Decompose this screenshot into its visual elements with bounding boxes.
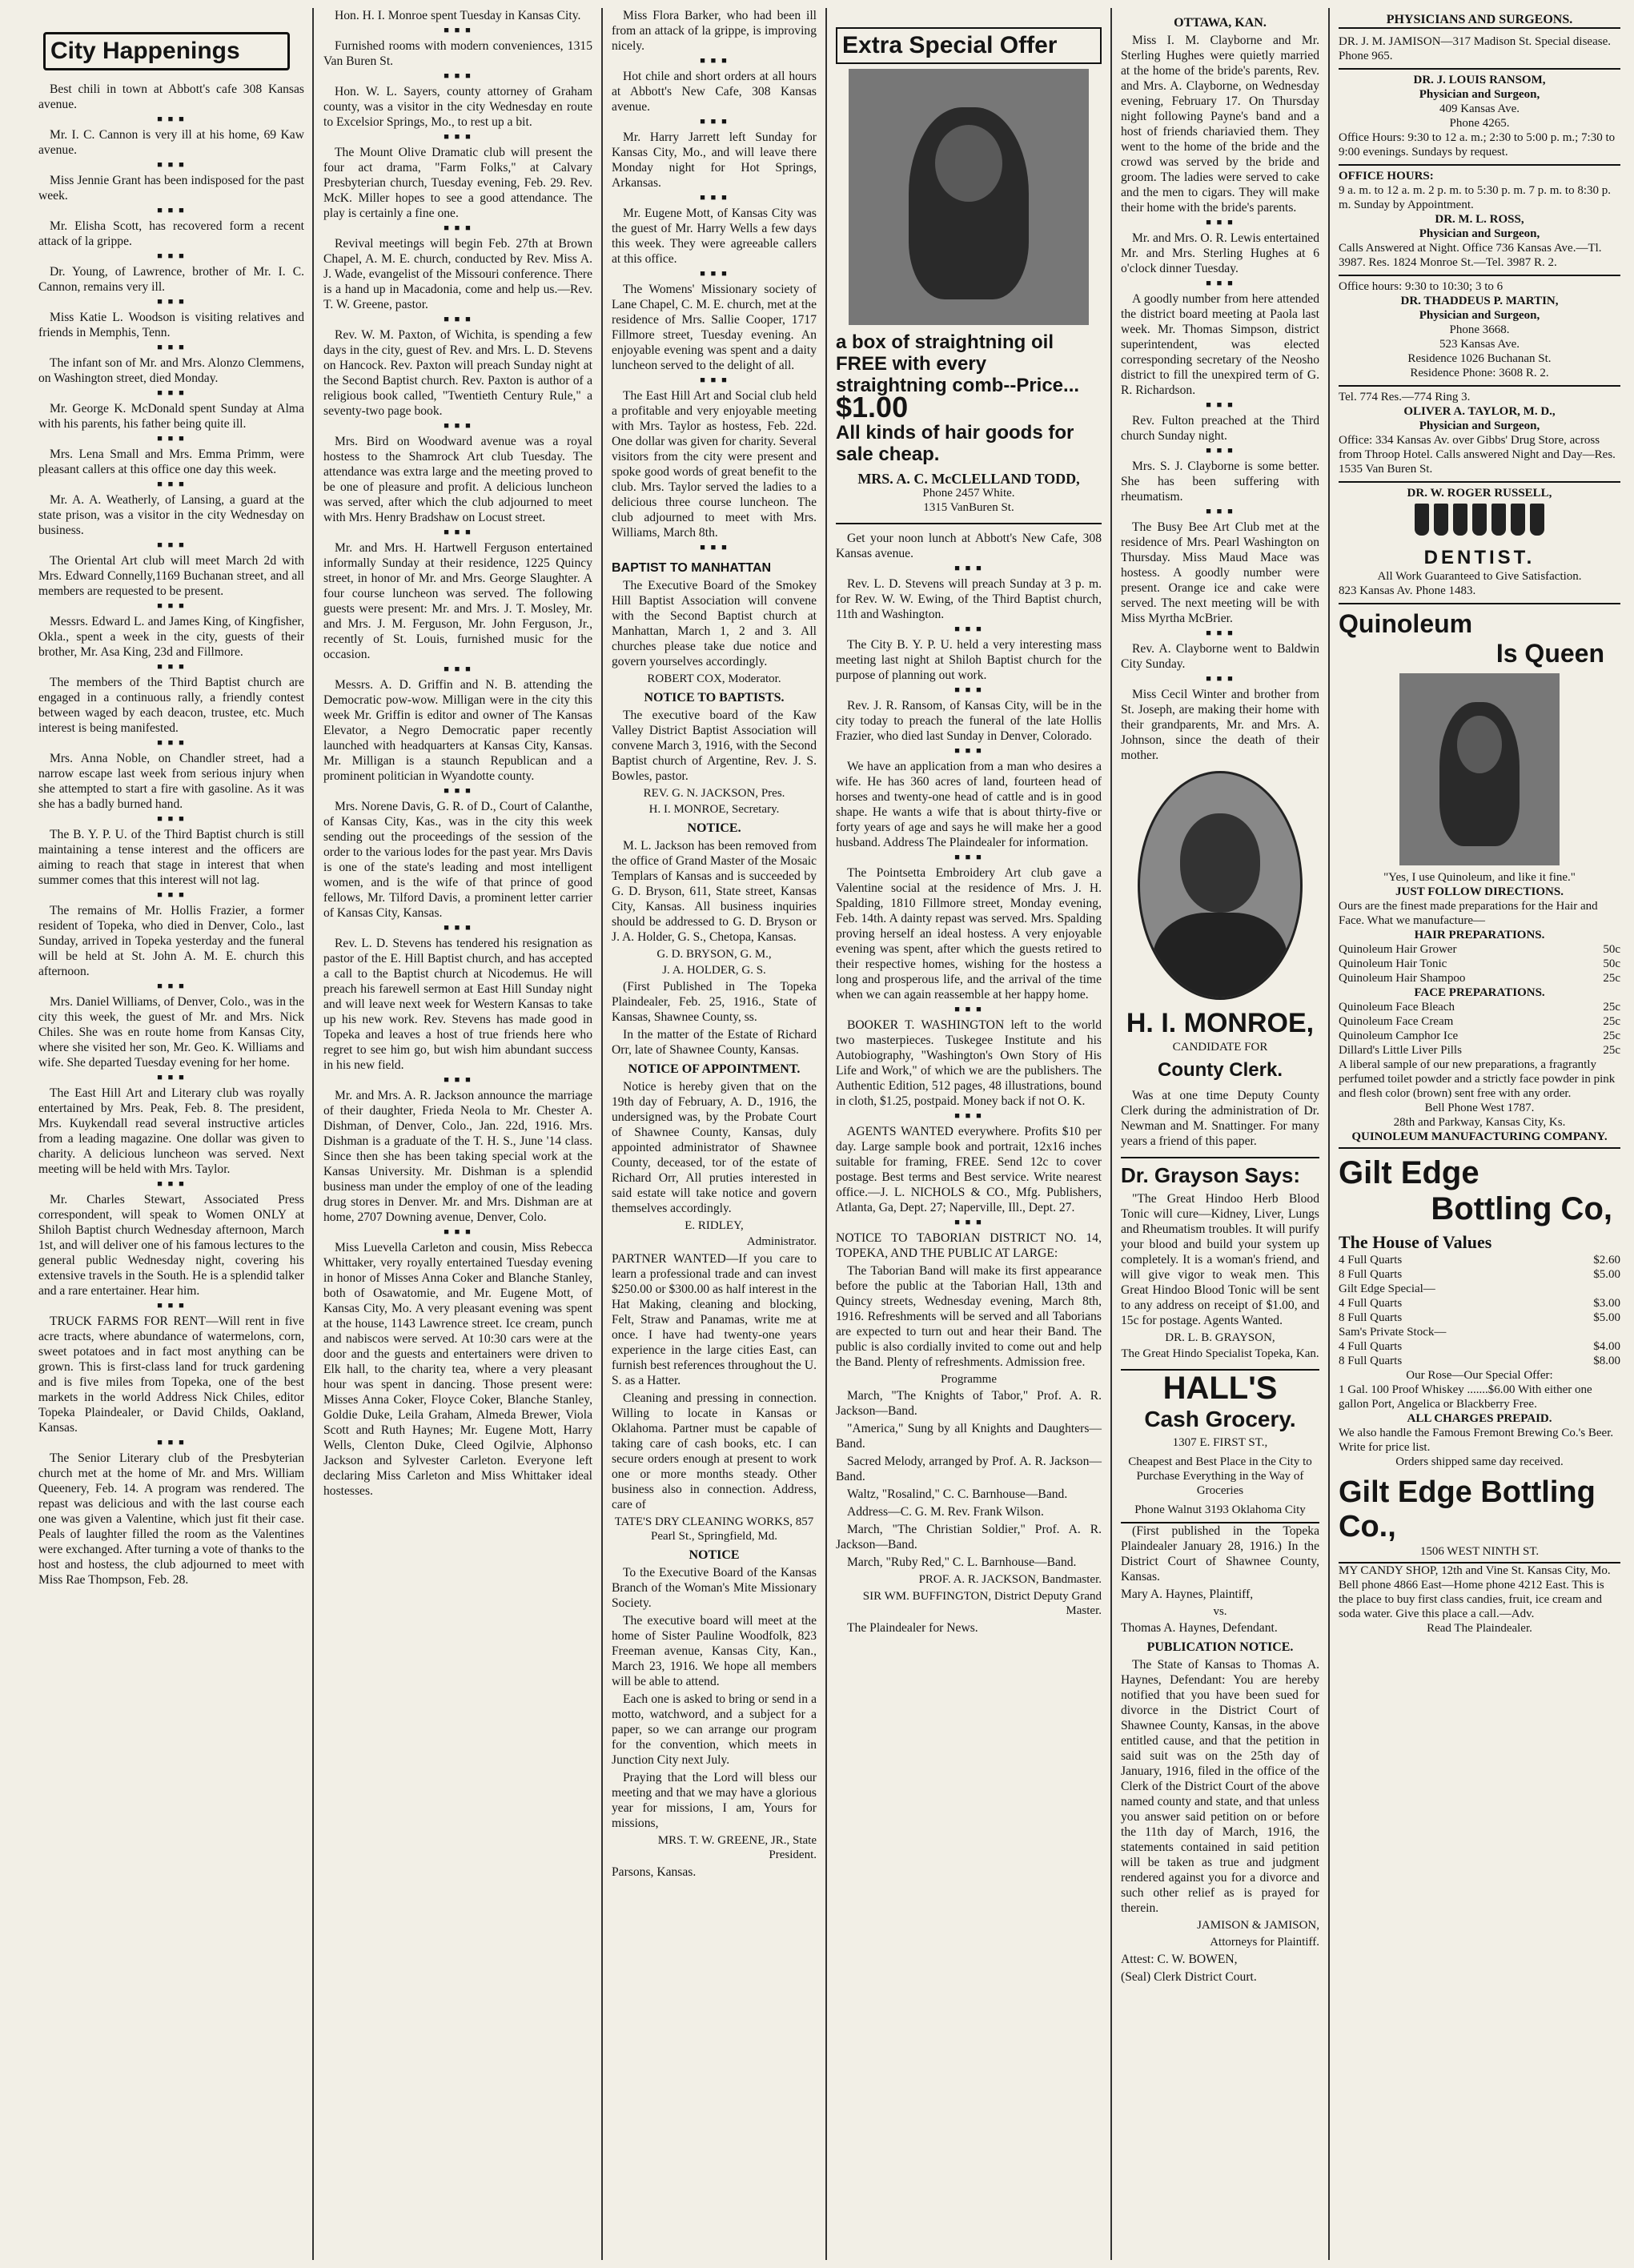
- price-row-price: 50c: [1603, 957, 1620, 970]
- legal-attest: Attest: C. W. BOWEN,: [1121, 1953, 1238, 1966]
- legal-vs: vs.: [1213, 1605, 1227, 1618]
- item-separator: ■ ■ ■: [700, 193, 729, 203]
- news-item: Messrs. Edward L. and James King, of Kingfisher, Okla., spent a week in the city, guests of their brother, Mr. Asa King, 23d and Fillmore.: [38, 615, 304, 659]
- directory-ross-title: Physician and Surgeon,: [1419, 227, 1540, 240]
- directory-ransom-name: DR. J. LOUIS RANSOM,: [1413, 74, 1546, 86]
- news-item: The infant son of Mr. and Mrs. Alonzo Clemmens, on Washington street, died Monday.: [38, 356, 304, 385]
- notice-heading: BAPTIST TO MANHATTAN: [612, 561, 772, 575]
- column-directory: [1332, 8, 1627, 2262]
- price-row: [1339, 1267, 1620, 1282]
- price-row: [1339, 1000, 1620, 1014]
- item-separator: ■ ■ ■: [444, 132, 472, 142]
- candidate-portrait-image: [1138, 771, 1303, 1000]
- gilt-address: 1506 WEST NINTH ST.: [1339, 1544, 1620, 1564]
- news-item: Mrs. Norene Davis, G. R. of D., Court of Calanthe, of Kansas City, Kas., was in the city this week sending out the proceedings of the session of the order to the various lodes for the past year. Mrs Davis is one of the state's leading and most intelligent women, and is the wife of that prince of good fellows, Mr. Tilford Davis, a prominent letter carrier of Kansas City, Kansas.: [323, 800, 592, 920]
- news-item: Messrs. A. D. Griffin and N. B. attending the Democratic pow-wow. Milligan were in the city this week Mr. Griffin is editor and owner of The Kansas Elevator, a Negro Democratic paper recently launched with headquarters at Kansas City, Kansas. Mr. Milligan is a staunch Republican and a prominent politician in Wyandotte county.: [323, 678, 592, 783]
- item-separator: ■ ■ ■: [954, 1005, 983, 1014]
- item-separator: ■ ■ ■: [157, 1073, 186, 1082]
- news-items: [323, 8, 592, 1499]
- directory-ransom-hours: Office Hours: 9:30 to 12 a. m.; 2:30 to 5:00 p. m.; 7:30 to 9:00 evenings. Sundays by request.: [1339, 131, 1616, 159]
- directory-ross-hours-head: OFFICE HOURS:: [1339, 170, 1434, 183]
- news-item: Mr. Elisha Scott, has recovered form a recent attack of la grippe.: [38, 219, 304, 248]
- news-item: The Senior Literary club of the Presbyterian church met at the home of Mr. and Mrs. William Queenery, Feb. 14. A program was rendered. The repast was delicious and with the last course each one was given a Valentine, which just fit their case. Peals of laughter filled the room as the Valentines were exchanged. After turning a vote of thanks to the host and hostess, the club adjourned to meet with Miss Rae Thompson, Feb. 28.: [38, 1451, 304, 1587]
- column-rule: [825, 8, 827, 2260]
- estate-publication: (First Published in The Topeka Plaindealer, Feb. 25, 1916., State of Kansas, Shawnee County, ss.: [612, 980, 817, 1024]
- notice-body: The Executive Board of the Smokey Hill Baptist Association will convene with the Second Baptist church at Manhattan, March 1, 2 and 3. All churches please take due notice and govern yourselves accordingly.: [612, 579, 817, 668]
- price-row: [1339, 1282, 1620, 1296]
- directory-russell-dentist: DENTIST.: [1423, 547, 1536, 568]
- news-item: We have an application from a man who desires a wife. He has 360 acres of land, fourteen head of horses and twenty-one head of cattle and is in good shape. He wants a wife that is about thirty-five or forty years of age and says he will make her a good husband. Address The Plaindealer for information.: [836, 760, 1102, 849]
- news-item: Rev. Fulton preached at the Third church Sunday night.: [1121, 414, 1319, 443]
- news-item: Mr. Charles Stewart, Associated Press correspondent, will speak to Women ONLY at Shiloh Baptist church Wednesday afternoon, March 1st, and will deliver one of his famous lectures to the general public Wednesday night, covering his extensive travels in the South. He is a splendid talker and a rare entertainer. Hear him.: [38, 1193, 304, 1298]
- directory-martin-name: DR. THADDEUS P. MARTIN,: [1400, 295, 1559, 307]
- directory-martin-resphone: Residence Phone: 3608 R. 2.: [1410, 367, 1549, 379]
- item-separator: ■ ■ ■: [444, 1227, 472, 1237]
- price-row: [1339, 1029, 1620, 1043]
- notice-intro: To the Executive Board of the Kansas Branch of the Woman's Mite Missionary Society.: [612, 1566, 817, 1610]
- item-separator: ■ ■ ■: [157, 297, 186, 307]
- directory-russell-work: All Work Guaranteed to Give Satisfaction.: [1377, 570, 1582, 583]
- section-title: OTTAWA, KAN.: [1174, 16, 1267, 30]
- quinoleum-phone: Bell Phone West 1787.: [1424, 1102, 1535, 1114]
- quinoleum-hair-head: HAIR PREPARATIONS.: [1414, 929, 1545, 941]
- gilt-offer: 1 Gal. 100 Proof Whiskey .......$6.00 With either one gallon Port, Angelica or Blackberry Free.: [1339, 1383, 1592, 1411]
- notice-heading: NOTICE: [689, 1548, 740, 1562]
- legal-seal: (Seal) Clerk District Court.: [1121, 1970, 1257, 1984]
- halls-address: 1307 E. FIRST ST.,: [1172, 1436, 1268, 1449]
- item-separator: ■ ■ ■: [157, 114, 186, 124]
- price-row-price: $2.60: [1593, 1254, 1620, 1266]
- item-separator: ■ ■ ■: [444, 315, 472, 324]
- program-item: Address—C. G. M. Rev. Frank Wilson.: [847, 1505, 1044, 1519]
- news-item: Best chili in town at Abbott's cafe 308 Kansas avenue.: [38, 82, 304, 111]
- news-item: Mr. George K. McDonald spent Sunday at Alma with his parents, his father being quite ill.: [38, 402, 304, 431]
- item-separator: ■ ■ ■: [157, 540, 186, 550]
- tabor-signature: SIR WM. BUFFINGTON, District Deputy Grand Master.: [862, 1590, 1102, 1617]
- news-item: Rev. L. D. Stevens will preach Sunday at 3 p. m. for Rev. W. W. Ewing, of the Third Baptist church, 11th and Washington.: [836, 577, 1102, 621]
- news-item: Miss Jennie Grant has been indisposed for the past week.: [38, 174, 304, 203]
- news-item: The East Hill Art and Social club held a profitable and very enjoyable meeting with Mrs. Taylor as hostess, Feb. 22d. One dollar was given for charity. Several visitors from the city were present and spoke good words of great benefit to the club. Mrs. Taylor served the ladies to a delicious three course luncheon. The club adjourned to meet with Mrs. Williams, March 8th.: [612, 389, 817, 540]
- gilt-values: The House of Values: [1339, 1232, 1492, 1252]
- notice-heading: NOTICE.: [687, 821, 741, 835]
- news-item: The Busy Bee Art Club met at the residence of Mrs. Pearl Washington on Thursday. Miss Maud Mace was hostess. A goodly number were present. Orange ice and cake were served. The next meeting will be with Miss Myrtha McBrier.: [1121, 520, 1319, 625]
- directory-taylor-body: Office: 334 Kansas Av. over Gibbs' Drug Store, across from Throop Hotel. Calls answered Night and Day—Res. 1535 Van Buren St.: [1339, 434, 1616, 476]
- quinoleum-body: A liberal sample of our new preparations, a fragrantly perfumed toilet powder and a strictly face powder in pink and flesh color (brown) sent free with any order.: [1339, 1058, 1616, 1100]
- tabor-signature: PROF. A. R. JACKSON, Bandmaster.: [918, 1573, 1102, 1586]
- halls-body: Cheapest and Best Place in the City to Purchase Everything in the Way of Groceries: [1128, 1455, 1312, 1497]
- item-separator: ■ ■ ■: [157, 206, 186, 215]
- quinoleum-address: 28th and Parkway, Kansas City, Ks.: [1393, 1116, 1566, 1129]
- tabor-heading: NOTICE TO TABORIAN DISTRICT NO. 14, TOPEKA, AND THE PUBLIC AT LARGE:: [836, 1231, 1102, 1260]
- gilt-rose: Our Rose—Our Special Offer:: [1406, 1369, 1553, 1382]
- item-separator: ■ ■ ■: [444, 421, 472, 431]
- news-item: The Mount Olive Dramatic club will present the four act drama, "Farm Folks," at Calvary Presbyterian church, Tuesday evening, Feb. 29. Rev. McK. Miller hopes to see a good attendance. The play is certainly a fine one.: [323, 146, 592, 220]
- directory-martin-addr: 523 Kansas Ave.: [1439, 338, 1520, 351]
- news-item: Miss I. M. Clayborne and Mr. Sterling Hughes were quietly married at the home of the bride's parents, Rev. and Mrs. A. Clayborne, on Wednesday evening, February 17. On Thursday night following Payne's band and a host of friends chariavied them. They went to the home of the bride and the crowd was served by the bride and groom. The ladies were served to cake and the men to cigars. They will make their home with the bride's parents.: [1121, 34, 1319, 215]
- item-separator: ■ ■ ■: [700, 269, 729, 279]
- candidate-body: Was at one time Deputy County Clerk during the administration of Dr. Newman and M. Snattinger. For many years a friend of this paper.: [1121, 1089, 1319, 1148]
- woman-portrait-image: [849, 69, 1089, 325]
- news-item: The Womens' Missionary society of Lane Chapel, C. M. E. church, met at the residence of Mrs. Sallie Cooper, 1717 Fillmore street, Tuesday evening. An enjoyable evening was spent and a daity luncheon served to the delight of all.: [612, 283, 817, 372]
- item-separator: ■ ■ ■: [444, 528, 472, 537]
- news-items: [612, 8, 817, 540]
- program-item: Waltz, "Rosalind," C. C. Barnhouse—Band.: [847, 1487, 1068, 1501]
- quinoleum-face-head: FACE PREPARATIONS.: [1414, 986, 1545, 999]
- gilt-orders: Orders shipped same day received.: [1395, 1455, 1564, 1468]
- news-item: Mr. and Mrs. H. Hartwell Ferguson entertained informally Sunday at their residence, 1225 Quincy street, in honor of Mr. and Mrs. George Slaughter. A four course luncheon was served. The following guests were present: Mr. and Mrs. J. T. Mosley, Mr. and Mrs. J. M. Ferguson, Mr. John Ferguson, Jr., recently of St. Louis, furnished music for the occasion.: [323, 541, 592, 661]
- item-separator: ■ ■ ■: [700, 117, 729, 126]
- news-item: TRUCK FARMS FOR RENT—Will rent in five acre tracts, where abundance of watermelons, corn, sweet potatoes and in fact most anything can be grown. This is first-class land for truck gardening and is five miles from Topeka, one of the best markets in the world Address Nick Chiles, editor Topeka Plaindealer, or David Childs, Oakland, Kansas.: [38, 1315, 304, 1435]
- candidate-name: H. I. MONROE,: [1126, 1008, 1315, 1038]
- item-separator: ■ ■ ■: [1206, 674, 1235, 684]
- news-item: Dr. Young, of Lawrence, brother of Mr. I. C. Cannon, remains very ill.: [38, 265, 304, 294]
- news-item: The members of the Third Baptist church are engaged in a continuous rally, a friendly contest between waged by each deacon, trustee, etc. Much interest is being manifested.: [38, 676, 304, 735]
- price-row-name: Quinoleum Hair Tonic: [1339, 957, 1447, 970]
- price-row-name: Quinoleum Face Cream: [1339, 1015, 1454, 1028]
- item-separator: ■ ■ ■: [157, 814, 186, 824]
- notice-body: Each one is asked to bring or send in a motto, watchword, and a subject for a paper, so we can arrange our program for the convention, which meets in Junction City next July.: [612, 1692, 817, 1767]
- price-row: [1339, 1339, 1620, 1354]
- gilt-footer-title: Gilt Edge Bottling Co.,: [1339, 1475, 1596, 1543]
- legal-plaintiff: Mary A. Haynes, Plaintiff,: [1121, 1588, 1254, 1601]
- legal-heading: PUBLICATION NOTICE.: [1146, 1640, 1294, 1654]
- news-item: Hot chile and short orders at all hours at Abbott's New Cafe, 308 Kansas avenue.: [612, 70, 817, 114]
- price-row: [1339, 1014, 1620, 1029]
- quinoleum-portrait-image: [1399, 673, 1560, 865]
- column-rule: [312, 8, 314, 2260]
- news-item: BOOKER T. WASHINGTON left to the world two masterpieces. Tuskegee Institute and his Autobiography, "Washington's Own Story of His Life and Work," of which we are the publishers. The Authentic Edition, 512 pages, 48 illustrations, bound in cloth, $1.25, postpaid. Money back if not O. K.: [836, 1018, 1102, 1108]
- news-item: AGENTS WANTED everywhere. Profits $10 per day. Large sample book and portrait, 12x16 inches suitable for framing, FREE. Send 12c to cover postage. Best terms and Best service. Write nearest office.—J. L. NICHOLS & CO., Mfg. Publishers, Atlanta, Ga, Dept. 27; Naperville, Ill., Dept. 27.: [836, 1125, 1102, 1214]
- column-local-news: [317, 8, 599, 2262]
- read-plaindealer: Read The Plaindealer.: [1427, 1622, 1532, 1635]
- grayson-signature: DR. L. B. GRAYSON,: [1165, 1331, 1275, 1344]
- price-row-name: Gilt Edge Special—: [1339, 1283, 1435, 1295]
- directory-taylor-title: Physician and Surgeon,: [1419, 419, 1540, 432]
- program-item: Sacred Melody, arranged by Prof. A. R. Jackson—Band.: [836, 1455, 1102, 1483]
- price-row-price: 25c: [1603, 1015, 1620, 1028]
- price-row: [1339, 1043, 1620, 1058]
- directory-martin-phone: Phone 3668.: [1449, 323, 1510, 336]
- directory-russell-name: DR. W. ROGER RUSSELL,: [1407, 487, 1552, 500]
- directory-heading: PHYSICIANS AND SURGEONS.: [1339, 13, 1620, 29]
- notice-heading: NOTICE TO BAPTISTS.: [644, 691, 785, 704]
- news-item: Furnished rooms with modern conveniences, 1315 Van Buren St.: [323, 39, 592, 68]
- notice-signature: REV. G. N. JACKSON, Pres.: [643, 787, 785, 800]
- news-item: Mr. and Mrs. A. R. Jackson announce the marriage of their daughter, Frieda Neola to Mr. Chester A. Dishman, of Denver, Colo., Jan. 22d, 1916. Mrs. Dishman is a graduate of the T. H. S., June '14 class. Since then she has been taking special work at the Kansas University. Mr. Dishman is a splendid business man under the employ of one of the leading drug stores in Denver. Mr. and Mrs. Dishman are at home, 2707 Downing avenue, Denver, Colo.: [323, 1089, 592, 1224]
- news-item: The East Hill Art and Literary club was royally entertained by Mrs. Peak, Feb. 8. The president, Mrs. Kuykendall read several instructive articles from a leading magazine. One dollar was given to charity. A delicious luncheon was served. Next meeting will be held with Mrs. Taylor.: [38, 1086, 304, 1176]
- candidate-for: CANDIDATE FOR: [1172, 1041, 1268, 1054]
- notice-body: Praying that the Lord will bless our meeting and that we may have a glorious year for missions, I am, Yours for missions,: [612, 1771, 817, 1830]
- program-item: March, "Ruby Red," C. L. Barnhouse—Band.: [847, 1555, 1077, 1569]
- news-item: Miss Katie L. Woodson is visiting relatives and friends in Memphis, Tenn.: [38, 311, 304, 339]
- item-separator: ■ ■ ■: [157, 1301, 186, 1311]
- directory-jamison: DR. J. M. JAMISON—317 Madison St. Special disease. Phone 965.: [1339, 35, 1611, 62]
- column-notices: Miss Flora Barker, who had been ill from an attack of la grippe, is improving nicely. ■ ■ ■ Hot chile and short orders at all hours at Abbott's New Cafe, 308 Kansas avenue. ■ ■ ■ Mr. Harry Jarrett left Sunday for Kansas City, Mo., and will leave there Monday night for Hot Springs, Arkansas. ■ ■ ■ Mr. Eugene Mott, of Kansas City was the guest of Mr. Harry Wells a few days this week. They were agreeable callers at this office. ■ ■ ■ The Womens' Missionary society of Lane Chapel, C. M. E. church, met at the residence of Mrs. Sallie Cooper, 1717 Fillmore street, Tuesday evening. An enjoyable evening was spent and a daity luncheon served to the delight of all. ■ ■ ■ The East Hill Art and Social club held a profitable and very enjoyable meeting with Mrs. Taylor as hostess, Feb. 22d. One dollar was given for charity. Several visitors from the city were present and spoke good words of great benefit to the club. Mrs. Taylor served the ladies to a delicious three course luncheon. The club adjourned to meet with Mrs. Williams, March 8th. ■ ■ ■ BAPTIST TO MANHATTAN The Executive Board of the Smokey Hill Baptist Association will convene with the Second Baptist church at Manhattan, March 1, 2 and 3. All churches please take due notice and govern yourselves accordingly. ROBERT COX, Moderator. NOTICE TO BAPTISTS. The executive board of the Kaw Valley District Baptist Association will convene March 3, 1916, with the Second Baptist church of Argentine, Rev. J. S. Bowles, pastor. REV. G. N. JACKSON, Pres. H. I. MONROE, Secretary. NOTICE. M. L. Jackson has been removed from the office of Grand Master of the Mosaic Templars of Kansas and is succeeded by G. D. Bryson, 611, State street, Kansas City, Kansas. All business inquiries should be addressed to G. D. Bryson or J. A. Holder, G. S., Chetopa, Kansas. G. D. BRYSON, G. M., J. A. HOLDER, G. S. (First Published in The Topeka Plaindealer, Feb. 25, 1916., State of Kansas, Shawnee County, ss. In the matter of the Estate of Richard Orr, late of Shawnee County, Kansas. NOTICE OF APPOINTMENT. Notice is hereby given that on the 19th day of February, A. D., 1916, the undersigned was, by the Probate Court of Shawnee County, Kansas, duly appointed administrator of Shawnee County, deceased, tor of the estate of Richard Orr, All pruties interested in said estate will take notice and govern themselves accordingly. E. RIDLEY, Administrator. PARTNER WANTED—If you care to learn a professional trade and can invest $250.00 or $300.00 as half interest in the Hat Making, cleaning and blocking, Felt, Straw and Panamas, write me at once. I have had twenty-one years experience in the large cities East, can furnish best references throughout the U. S. as a Hatter. Cleaning and pressing in connection. Willing to locate in Kansas or Oklahoma. Partner must be capable of taking care of cash books, etc. I can secure orders enough at present to work one or more months steady. Other business also in connection. Address, care of TATE'S DRY CLEANING WORKS, 857 Pearl St., Springfield, Md. NOTICE To the Executive Board of the Kansas Branch of the Woman's Mite Missionary Society. The executive board will meet at the home of Sister Pauline Woodfolk, 823 Freeman avenue, Kansas City, Kan., March 23, 1916. We hope all members will be able to attend. Each one is asked to bring or send in a motto, watchword, and a subject for a paper, so we can arrange our program for the convention, which meets in Junction City next July. Praying that the Lord will bless our meeting and that we may have a glorious year for missions, I am, Yours for missions, MRS. T. W. GREENE, JR., State President. Parsons, Kansas.: [612, 9, 817, 1879]
- legal-publication: (First published in the Topeka Plaindealer January 28, 1916.) In the District Court of Shawnee County, Kansas.: [1121, 1524, 1319, 1584]
- item-separator: ■ ■ ■: [700, 375, 729, 385]
- news-items: [1121, 33, 1319, 763]
- price-row-name: Quinoleum Camphor Ice: [1339, 1030, 1459, 1042]
- item-separator: ■ ■ ■: [444, 923, 472, 933]
- news-item: Miss Luevella Carleton and cousin, Miss Rebecca Whittaker, very royally entertained Tuesday evening in honor of Misses Anna Coker and Blanche Stanley, both of Osawatomie, and Mr. Eugene Mott, of Kansas City, Mo. A very pleasant evening was spent at the house, 1143 Lawrence street. Ice cream, punch and nabiscos were served. At 10:30 cars were at the door and the guests and entertainers were driven to Elk hall, to the charity tea, where a very pleasant hour was spent in dancing. Those present were: Misses Anna Coker, Floyce Coker, Blanche Stanley, Goldie Duke, Leila Graham, Almeda Brewer, Viola Scott and Ruth Haynes; Mr. Eugene Mott, Harry Wells, Clenton Duke, Cleed Ogilvie, Alphonso Jackson and Sylvester Carleton. Everyone left declaring Miss Carleton and Miss Whittaker ideal hostesses.: [323, 1241, 592, 1498]
- price-row-name: 8 Full Quarts: [1339, 1355, 1403, 1367]
- price-row: [1339, 1296, 1620, 1311]
- news-item: Rev. W. M. Paxton, of Wichita, is spending a few days in the city, guest of Rev. and Mrs. L. D. Stevens on Hancock. Rev. Paxton will preach Sunday night at the Second Baptist church. Rev. Paxton is author of a religious book called, "Twentieth Century Rule," a seventy-two page book.: [323, 328, 592, 418]
- price-row: [1339, 971, 1620, 985]
- news-item: Mrs. Bird on Woodward avenue was a royal hostess to the Shamrock Art club Tuesday. The attendance was extra large and the meeting proved to be one of pleasure and profit. A delicious luncheon was served, after which the club adjourned to meet with Mrs. Henry Bradshaw on Locust street.: [323, 435, 592, 524]
- partner-signature: TATE'S DRY CLEANING WORKS, 857 Pearl St., Springfield, Md.: [614, 1515, 814, 1543]
- directory-martin-hours: Office hours: 9:30 to 10:30; 3 to 6: [1339, 280, 1504, 293]
- item-separator: ■ ■ ■: [157, 601, 186, 611]
- tabor-body: The Taborian Band will make its first appearance before the public at the Taborian Hall, 13th and Quincy streets, Wednesday evening, March 8th, 1916. Refreshments will be served and all Taborians are expected to turn out and hear their Band. The public is also cordially invited to come out and help the Band. Plenty of refreshments. Admission free.: [836, 1264, 1102, 1369]
- news-item: Miss Cecil Winter and brother from St. Joseph, are making their home with their grandparents, Mr. and Mrs. A. Johnson, since the death of their mother.: [1121, 688, 1319, 762]
- item-separator: ■ ■ ■: [157, 1179, 186, 1189]
- gilt-edge-subtitle: Bottling Co,: [1431, 1191, 1612, 1226]
- item-separator: ■ ■ ■: [954, 564, 983, 573]
- quinoleum-intro: Ours are the finest made preparations for the Hair and Face. What we manufacture—: [1339, 900, 1598, 927]
- legal-defendant: Thomas A. Haynes, Defendant.: [1121, 1621, 1278, 1635]
- news-item: Get your noon lunch at Abbott's New Cafe, 308 Kansas avenue.: [836, 532, 1102, 560]
- news-item: Rev. L. D. Stevens has tendered his resignation as pastor of the E. Hill Baptist church, and has accepted a call to the Baptist church at Nicodemus. He will preach his farewell sermon at East Hill Sunday night and will leave next week for Western Kansas to take up his new work. Rev. Stevens has made good in Topeka and leaves a host of true friends here who regret to see him go, but wish him abundant success in his new field.: [323, 937, 592, 1072]
- program-item: March, "The Christian Soldier," Prof. A. R. Jackson—Band.: [836, 1523, 1102, 1551]
- quinoleum-face-list: [1339, 1000, 1620, 1058]
- ad-phone: Phone 2457 White.: [922, 487, 1015, 500]
- news-item: Hon. H. I. Monroe spent Tuesday in Kansas City.: [335, 9, 581, 22]
- price-row: [1339, 1325, 1620, 1339]
- directory-ross-hours: 9 a. m. to 12 a. m. 2 p. m. to 5:30 p. m. 7 p. m. to 8:30 p. m. Sunday by Appointment.: [1339, 184, 1611, 211]
- halls-title: HALL'S: [1121, 1369, 1319, 1407]
- price-row-name: Quinoleum Face Bleach: [1339, 1001, 1455, 1014]
- section-title: City Happenings: [43, 32, 290, 70]
- price-row-name: Sam's Private Stock—: [1339, 1326, 1447, 1339]
- column-ads-and-news: Extra Special Offer a box of straightning oil FREE with every straightning comb--Price... $1.00 All kinds of hair goods for sale cheap. MRS. A. C. McCLELLAND TODD, Phone 2457 White. 1315 VanBuren St. Get your noon lunch at Abbott's New Cafe, 308 Kansas avenue. ■ ■ ■ Rev. L. D. Stevens will preach Sunday at 3 p. m. for Rev. W. W. Ewing, of the Third Baptist church, 11th and Washington. ■ ■ ■ The City B. Y. P. U. held a very interesting mass meeting last night at Shiloh Baptist church for the purpose of planning out work. ■ ■ ■ Rev. J. R. Ransom, of Kansas City, will be in the city today to preach the funeral of the late Hollis Frazier, who died last Sunday in Denver, Colorado. ■ ■ ■ We have an application from a man who desires a wife. He has 360 acres of land, fourteen head of horses and twenty-one head of cattle and is in good shape. He wants a wife that is about thirty-five or forty years of age and says he will make her a good husband. Address The Plaindealer for information. ■ ■ ■ The Pointsetta Embroidery Art club gave a Valentine social at the residence of Mrs. J. H. Spalding, 1810 Fillmore street, Monday evening, Feb. 14th. A dainty repast was served. Mrs. Spalding proving herself an ideal hostess. A very enjoyable evening was spent, after which the guests retired to their respective homes, wishing for the hostess a long and prosperous life, and the arrival of the time when we can again reassemble at her happy home. ■ ■ ■ BOOKER T. WASHINGTON left to the world two masterpieces. Tuskegee Institute and his Autobiography, "Washington's Own Story of His Life and Work," of which we are the publishers. The Authentic Edition, 512 pages, 48 illustrations, bound in cloth, $1.25, postpaid. Money back if not O. K. ■ ■ ■ AGENTS WANTED everywhere. Profits $10 per day. Large sample book and portrait, 12x16 inches suitable for framing, FREE. Send 12c to cover postage. Best terms and Best service. Write nearest office.—J. L. NICHOLS & CO., Mfg. Publishers, Atlanta, Ga, Dept. 27; Naperville, Ill., Dept. 27. ■ ■ ■ NOTICE TO TABORIAN DISTRICT NO. 14, TOPEKA, AND THE PUBLIC AT LARGE: The Taborian Band will make its first appearance before the public at the Taborian Hall, 13th and Quincy streets, Wednesday evening, March 8th, 1916. Refreshments will be served and all Taborians are expected to turn out and hear their Band. The public is also cordially invited to come out and help the Band. Plenty of refreshments. Admission free. Programme March, "The Knights of Tabor," Prof. A. R. Jackson—Band. "America," Sung by all Knights and Daughters—Band. Sacred Melody, arranged by Prof. A. R. Jackson—Band. Waltz, "Rosalind," C. C. Barnhouse—Band. Address—C. G. M. Rev. Frank Wilson. March, "The Christian Soldier," Prof. A. R. Jackson—Band. March, "Ruby Red," C. L. Barnhouse—Band. PROF. A. R. JACKSON, Bandmaster. SIR WM. BUFFINGTON, District Deputy Grand Master. The Plaindealer for News.: [829, 8, 1108, 2262]
- teeth-icon: [1345, 504, 1614, 544]
- notice-body: The executive board will meet at the home of Sister Pauline Woodfolk, 823 Freeman avenue, Kansas City, Kan., March 23, 1916. We hope all members will be able to attend.: [612, 1614, 817, 1688]
- news-item: The remains of Mr. Hollis Frazier, a former resident of Topeka, who died in Denver, Colo., last Sunday, arrived in Topeka yesterday and the funeral will be held at St. John A. M. E. church this afternoon.: [38, 904, 304, 978]
- item-separator: ■ ■ ■: [1206, 279, 1235, 288]
- news-item: Rev. J. R. Ransom, of Kansas City, will be in the city today to preach the funeral of the late Hollis Frazier, who died last Sunday in Denver, Colorado.: [836, 699, 1102, 743]
- news-items: [836, 531, 1102, 1215]
- price-row-price: 25c: [1603, 1001, 1620, 1014]
- item-separator: ■ ■ ■: [1206, 507, 1235, 516]
- directory-ransom-phone: Phone 4265.: [1449, 117, 1510, 130]
- item-separator: ■ ■ ■: [444, 223, 472, 233]
- item-separator: ■ ■ ■: [157, 388, 186, 398]
- price-row-name: 8 Full Quarts: [1339, 1311, 1403, 1324]
- column-ottawa: [1114, 8, 1326, 2262]
- item-separator: ■ ■ ■: [954, 1111, 983, 1121]
- item-separator: ■ ■ ■: [444, 71, 472, 81]
- ad-name: MRS. A. C. McCLELLAND TODD,: [857, 471, 1080, 487]
- news-item: Mr. and Mrs. O. R. Lewis entertained Mr. and Mrs. Sterling Hughes at 6 o'clock dinner Tuesday.: [1121, 231, 1319, 275]
- program-item: March, "The Knights of Tabor," Prof. A. R. Jackson—Band.: [836, 1389, 1102, 1418]
- item-separator: ■ ■ ■: [444, 1075, 472, 1085]
- quinoleum-quote: "Yes, I use Quinoleum, and like it fine.": [1383, 871, 1576, 884]
- news-item: Revival meetings will begin Feb. 27th at Brown Chapel, A. M. E. church, conducted by Rev. Miss A. J. Wade, evangelist of the Missouri conference. There is a hand up in Macadonia, come and help us.—Rev. T. W. Greene, pastor.: [323, 237, 592, 311]
- halls-phone: Phone Walnut 3193 Oklahoma City: [1134, 1503, 1306, 1516]
- price-row-name: 4 Full Quarts: [1339, 1297, 1403, 1310]
- directory-taylor-name: OLIVER A. TAYLOR, M. D.,: [1403, 405, 1556, 418]
- price-row: [1339, 1354, 1620, 1368]
- directory-ross-body: Calls Answered at Night. Office 736 Kansas Ave.—Tl. 3987. Res. 1824 Monroe St.—Tel. 3987 R. 2.: [1339, 242, 1602, 269]
- news-item: Hon. W. L. Sayers, county attorney of Graham county, was a visitor in the city Wednesday en route to Excelsior Springs, Mo., to rest up a bit.: [323, 85, 592, 129]
- item-separator: ■ ■ ■: [954, 853, 983, 862]
- column-city-happenings: [32, 8, 311, 2262]
- notice-signature: G. D. BRYSON, G. M.,: [656, 948, 772, 961]
- price-row-name: Quinoleum Hair Shampoo: [1339, 972, 1466, 985]
- item-separator: ■ ■ ■: [157, 981, 186, 991]
- news-items: [38, 82, 304, 1588]
- news-item: The Oriental Art club will meet March 2d with Mrs. Edward Connelly,1169 Buchanan street, and all members are requested to be present.: [38, 554, 304, 598]
- price-row-price: 25c: [1603, 972, 1620, 985]
- item-separator: ■ ■ ■: [954, 685, 983, 695]
- notice-body: The executive board of the Kaw Valley District Baptist Association will convene March 3, 1916, with the Second Baptist church of Argentine, Rev. J. S. Bowles, pastor.: [612, 708, 817, 783]
- price-row-price: $5.00: [1593, 1311, 1620, 1324]
- directory-martin-res: Residence 1026 Buchanan St.: [1407, 352, 1552, 365]
- price-row-price: $8.00: [1593, 1355, 1620, 1367]
- candidate-office: County Clerk.: [1157, 1059, 1283, 1081]
- grayson-heading: Dr. Grayson Says:: [1121, 1157, 1319, 1188]
- item-separator: ■ ■ ■: [157, 890, 186, 900]
- notice-signature: MRS. T. W. GREENE, JR., State President.: [657, 1834, 817, 1861]
- notice-place: Parsons, Kansas.: [612, 1865, 697, 1879]
- item-separator: ■ ■ ■: [157, 160, 186, 170]
- item-separator: ■ ■ ■: [1206, 218, 1235, 227]
- news-item: Mrs. Lena Small and Mrs. Emma Primm, were pleasant callers at this office one day this week.: [38, 448, 304, 476]
- news-item: Mr. Eugene Mott, of Kansas City was the guest of Mr. Harry Wells a few days this week. They were agreeable callers at this office.: [612, 207, 817, 266]
- quinoleum-title: Quinoleum: [1339, 609, 1473, 638]
- footer-note: The Plaindealer for News.: [847, 1621, 978, 1635]
- notice-body: Notice is hereby given that on the 19th day of February, A. D., 1916, the undersigned was, by the Probate Court of Shawnee County, Kansas, duly appointed administrator of Shawnee County, deceased, tor of the estate of Richard Orr, All pruties interested in said estate will take notice and govern themselves accordingly.: [612, 1080, 817, 1215]
- ad-price: $1.00: [836, 391, 909, 423]
- item-separator: ■ ■ ■: [444, 26, 472, 35]
- news-item: The City B. Y. P. U. held a very interesting mass meeting last night at Shiloh Baptist church for the purpose of planning out work.: [836, 638, 1102, 682]
- item-separator: ■ ■ ■: [157, 251, 186, 261]
- item-separator: ■ ■ ■: [954, 624, 983, 634]
- news-item: Mrs. S. J. Clayborne is some better. She has been suffering with rheumatism.: [1121, 460, 1319, 504]
- gilt-price-list: [1339, 1253, 1620, 1368]
- item-separator: ■ ■ ■: [444, 786, 472, 796]
- column-rule: [1110, 8, 1112, 2260]
- news-item: Mr. I. C. Cannon is very ill at his home, 69 Kaw avenue.: [38, 128, 304, 157]
- price-row-price: $5.00: [1593, 1268, 1620, 1281]
- quinoleum-hair-list: [1339, 942, 1620, 985]
- price-row: [1339, 1311, 1620, 1325]
- item-separator: ■ ■ ■: [1206, 446, 1235, 456]
- quinoleum-subtitle: Is Queen: [1495, 639, 1604, 668]
- item-separator: ■ ■ ■: [700, 56, 729, 66]
- legal-body: The State of Kansas to Thomas A. Haynes, Defendant: You are hereby notified that you have been sued for divorce in the District Court of Shawnee County, Kansas, in the above entitled cause, and that the petition in said suit was on the 25th day of January, 1916, filed in the office of the Clerk of the District Court of the above named county and state, and that unless you answer said petition on or before the 11th day of March, 1916, the statements contained in said petition will be taken as true and judgment rendered against you for a divorce and such other relief as is prayed for therein.: [1121, 1658, 1319, 1915]
- notice-heading: NOTICE OF APPOINTMENT.: [628, 1062, 801, 1076]
- news-item: Miss Flora Barker, who had been ill from an attack of la grippe, is improving nicely.: [612, 9, 817, 53]
- program-list: [836, 1388, 1102, 1570]
- directory-martin-title: Physician and Surgeon,: [1419, 309, 1540, 322]
- estate-matter: In the matter of the Estate of Richard Orr, late of Shawnee County, Kansas.: [612, 1028, 817, 1057]
- news-item: Rev. A. Clayborne went to Baldwin City Sunday.: [1121, 642, 1319, 671]
- item-separator: ■ ■ ■: [1206, 400, 1235, 410]
- column-rule: [1328, 8, 1330, 2260]
- news-item: Mrs. Anna Noble, on Chandler street, had a narrow escape last week from serious injury when she attempted to start a fire with gasoline. As it was she has a badly burned hand.: [38, 752, 304, 811]
- item-separator: ■ ■ ■: [1206, 628, 1235, 638]
- news-item: Mr. Harry Jarrett left Sunday for Kansas City, Mo., and will leave there Monday night for Hot Springs, Arkansas.: [612, 130, 817, 190]
- price-row-name: 8 Full Quarts: [1339, 1268, 1403, 1281]
- news-item: The B. Y. P. U. of the Third Baptist church is still maintaining a tense interest and the officers are aiming to reach that stage in interest that when summer comes that this interest will not lag.: [38, 828, 304, 887]
- price-row: [1339, 942, 1620, 957]
- quinoleum-company: QUINOLEUM MANUFACTURING COMPANY.: [1339, 1130, 1620, 1149]
- news-item: Mr. A. A. Weatherly, of Lansing, a guard at the state prison, was a visitor in the city Wednesday on business.: [38, 493, 304, 537]
- directory-taylor-tel: Tel. 774 Res.—774 Ring 3.: [1339, 391, 1471, 403]
- directory-ross-name: DR. M. L. ROSS,: [1435, 213, 1524, 226]
- gilt-charges: ALL CHARGES PREPAID.: [1407, 1412, 1552, 1425]
- gilt-edge-title: Gilt Edge: [1339, 1155, 1479, 1190]
- grayson-signature: The Great Hindo Specialist Topeka, Kan.: [1121, 1347, 1319, 1360]
- candy-shop-ad: MY CANDY SHOP, 12th and Vine St. Kansas City, Mo. Bell phone 4866 East—Home phone 4212 East. This is the place to buy first class candies, fruit, ice cream and soda water. Give this place a call.—Adv.: [1339, 1564, 1611, 1620]
- halls-subtitle: Cash Grocery.: [1144, 1407, 1296, 1431]
- notice-body: M. L. Jackson has been removed from the office of Grand Master of the Mosaic Templars of Kansas and is succeeded by G. D. Bryson, 611, State street, Kansas City, Kansas. All business inquiries should be addressed to G. D. Bryson or J. A. Holder, G. S., Chetopa, Kansas.: [612, 839, 817, 944]
- grayson-body: "The Great Hindoo Herb Blood Tonic will cure—Kidney, Liver, Lungs and Rheumatism troubles. It will purify your blood and build your system up completely. It is a woman's friend, and will give vigor to weak men. This Great Hindoo Blood Tonic will be sent to any address on receipt of $1.00, and 15c for postage. Agents Wanted.: [1121, 1192, 1319, 1327]
- notice-signature: Administrator.: [746, 1235, 817, 1248]
- price-row-price: 25c: [1603, 1030, 1620, 1042]
- item-separator: ■ ■ ■: [157, 434, 186, 444]
- price-row-name: 4 Full Quarts: [1339, 1254, 1403, 1266]
- item-separator: ■ ■ ■: [157, 662, 186, 672]
- ad-offer: a box of straightning oil FREE with every straightning comb--Price... $1.00 All kinds of hair goods for sale cheap.: [836, 331, 1080, 465]
- price-row: [1339, 957, 1620, 971]
- price-row-price: 50c: [1603, 943, 1620, 956]
- legal-signature: JAMISON & JAMISON,: [1197, 1919, 1319, 1932]
- notice-signature: ROBERT COX, Moderator.: [647, 672, 781, 685]
- ad-title: Extra Special Offer: [836, 27, 1102, 64]
- price-row-price: $4.00: [1593, 1340, 1620, 1353]
- directory-ransom-title: Physician and Surgeon,: [1419, 88, 1540, 101]
- program-heading: Programme: [941, 1373, 997, 1386]
- gilt-beer: We also handle the Famous Fremont Brewing Co.'s Beer. Write for price list.: [1339, 1427, 1614, 1454]
- directory-ransom-addr: 409 Kansas Ave.: [1439, 102, 1520, 115]
- item-separator: ■ ■ ■: [157, 1438, 186, 1447]
- price-row-name: 4 Full Quarts: [1339, 1340, 1403, 1353]
- price-row-price: $3.00: [1593, 1297, 1620, 1310]
- news-item: A goodly number from here attended the district board meeting at Paola last week. Mr. Thomas Simpson, district superintendent, was elected corresponding secretary of the Neosho district to fill the unexpired term of G. R. Richardson.: [1121, 292, 1319, 397]
- notice-signature: H. I. MONROE, Secretary.: [648, 803, 780, 816]
- partner-ad: PARTNER WANTED—If you care to learn a professional trade and can invest $250.00 or $300.00 as half interest in the Hat Making, cleaning and blocking, Felt, Straw and Panamas, write me at once. I have had twenty-one years experience in the large cities East, can furnish best references throughout the U. S. as a Hatter.: [612, 1252, 817, 1387]
- partner-ad-cont: Cleaning and pressing in connection. Willing to locate in Kansas or Oklahoma. Partner must be capable of taking care of cash books, etc. I can secure orders enough at present to work one or more months steady. Other business also in connection. Address, care of: [612, 1391, 817, 1511]
- price-row: [1339, 1253, 1620, 1267]
- quinoleum-follow: JUST FOLLOW DIRECTIONS.: [1395, 885, 1564, 898]
- legal-signature: Attorneys for Plaintiff.: [1210, 1936, 1319, 1949]
- ad-address: 1315 VanBuren St.: [923, 501, 1014, 514]
- news-item: The Pointsetta Embroidery Art club gave a Valentine social at the residence of Mrs. J. H. Spalding, 1810 Fillmore street, Monday evening, Feb. 14th. A dainty repast was served. Mrs. Spalding proving herself an ideal hostess. A very enjoyable evening was spent, after which the guests retired to their respective homes, wishing for the hostess a long and prosperous life, and the arrival of the time when we can again reassemble at her happy home.: [836, 866, 1102, 1002]
- price-row-price: 25c: [1603, 1044, 1620, 1057]
- item-separator: ■ ■ ■: [444, 664, 472, 674]
- item-separator: ■ ■ ■: [157, 480, 186, 489]
- price-row-name: Quinoleum Hair Grower: [1339, 943, 1457, 956]
- item-separator: ■ ■ ■: [954, 746, 983, 756]
- notice-signature: E. RIDLEY,: [685, 1219, 744, 1232]
- item-separator: ■ ■ ■: [157, 738, 186, 748]
- program-item: "America," Sung by all Knights and Daughters—Band.: [836, 1422, 1102, 1451]
- price-row-name: Dillard's Little Liver Pills: [1339, 1044, 1462, 1057]
- notice-signature: J. A. HOLDER, G. S.: [662, 964, 766, 977]
- news-item: Mrs. Daniel Williams, of Denver, Colo., was in the city this week, the guest of Mr. and Mrs. Nick Chiles. She was en route home from Kansas City, where she visited her son, Mr. Geo. K. Williams and wife. She departed Tuesday evening for her home.: [38, 995, 304, 1070]
- directory-russell-addr: 823 Kansas Av. Phone 1483.: [1339, 584, 1476, 597]
- item-separator: ■ ■ ■: [157, 343, 186, 352]
- column-rule: [601, 8, 603, 2260]
